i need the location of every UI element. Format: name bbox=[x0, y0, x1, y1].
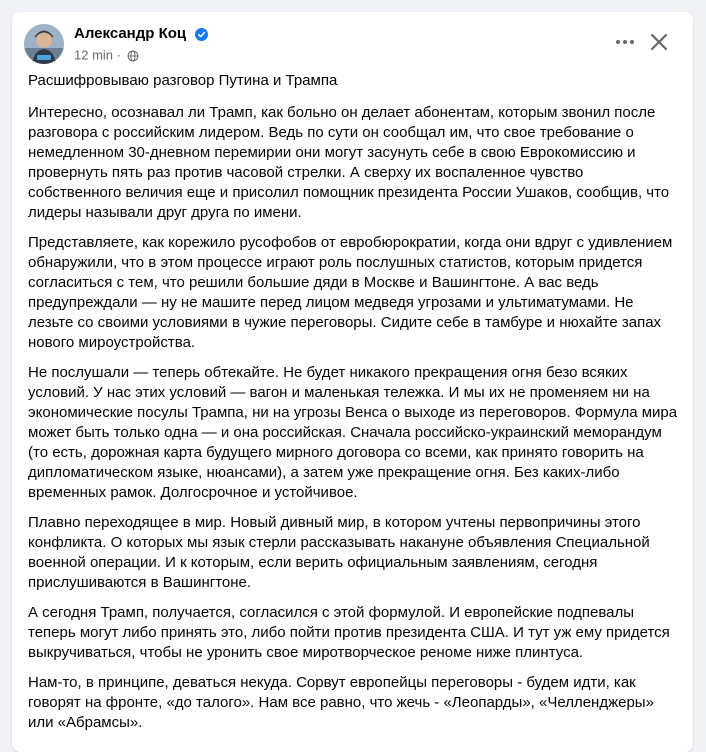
post-time[interactable]: 12 min bbox=[74, 47, 114, 63]
post-header bbox=[24, 24, 681, 68]
post-title: Расшифровываю разговор Путина и Трампа bbox=[28, 72, 338, 89]
post-paragraph-1: Интересно, осознавал ли Трамп, как больно он делает абонентам, которым звонил после разговора с российским лидером. Ведь по сути он сообщал им, что свое требование о немедленном 30-дневном перемирии они могут засунуть себе в свою Еврокомиссию и провернуть пять раз против часовой стрелки. А сверху их воспаленное чувство собственного величия еще и присолил помощник президента России Ушаков, сообщив, что лидеры называли друг друга по имени. bbox=[28, 104, 670, 221]
post-paragraph-2: Представляете, как корежило русофобов от евробюрократии, когда они вдруг с удивлением обнаружили, что в этом процессе играют роль послушных статистов, которым придется согласиться с тем, что решили большие дяди в Москве и Вашингтоне. А вас ведь предупреждали — ну не машите перед лицом медведя угрозами и ультиматумами. Не лезьте со своими условиями в чужие переговоры. Сидите себе в тамбуре и нюхайте запах нового мироустройства. bbox=[28, 234, 673, 351]
author-name[interactable]: Александр Коц bbox=[74, 25, 187, 42]
close-button[interactable] bbox=[645, 28, 673, 56]
post-paragraph-3: Не послушали — теперь обтекайте. Не будет никакого прекращения огня безо всяких условий. У нас этих условий — вагон и маленькая тележка. И мы их не променяем ни на экономические посулы Трампа, ни на угрозы Венса о выходе из переговоров. Формула мира может быть только одна — и она российская. Сначала российско-украинский меморандум (то есть, дорожная карта будущего мирного договора со всеми, как принято говорить на дипломатическом языке, нюансами), а затем уже прекращение огня. Без каких-либо временных рамок. Долгосрочное и устойчивое. bbox=[28, 364, 678, 501]
author-block bbox=[74, 24, 208, 65]
close-icon bbox=[650, 33, 668, 51]
avatar-image bbox=[24, 24, 64, 64]
post-text bbox=[28, 71, 680, 743]
post-meta bbox=[74, 46, 208, 65]
globe-icon bbox=[127, 50, 139, 62]
more-horizontal-icon bbox=[615, 39, 635, 45]
post-paragraph-5: А сегодня Трамп, получается, согласился с этой формулой. И европейские подпевалы теперь могут либо принять это, либо пойти против президента США. И тут уж ему придется выкручиваться, чтобы не уронить свое миротворческое реноме ниже плинтуса. bbox=[28, 604, 670, 661]
avatar[interactable] bbox=[24, 24, 64, 64]
post-paragraph-4: Плавно переходящее в мир. Новый дивный мир, в котором учтены первопричины этого конфликта. О которых мы язык стерли рассказывать накануне объявления Специальной военной операции. И к которым, если верить официальным заявлениям, сегодня прислушиваются в Вашингтоне. bbox=[28, 514, 650, 591]
post-card bbox=[12, 12, 693, 752]
meta-separator: · bbox=[116, 47, 121, 63]
post-paragraph-6: Нам-то, в принципе, деваться некуда. Сорвут европейцы переговоры - будем идти, как говорят на фронте, «до талого». Нам все равно, что жечь - «Леопарды», «Челленджеры» или «Абрамсы». bbox=[28, 674, 654, 731]
more-options-button[interactable] bbox=[611, 28, 639, 56]
verified-badge-icon bbox=[195, 28, 208, 41]
